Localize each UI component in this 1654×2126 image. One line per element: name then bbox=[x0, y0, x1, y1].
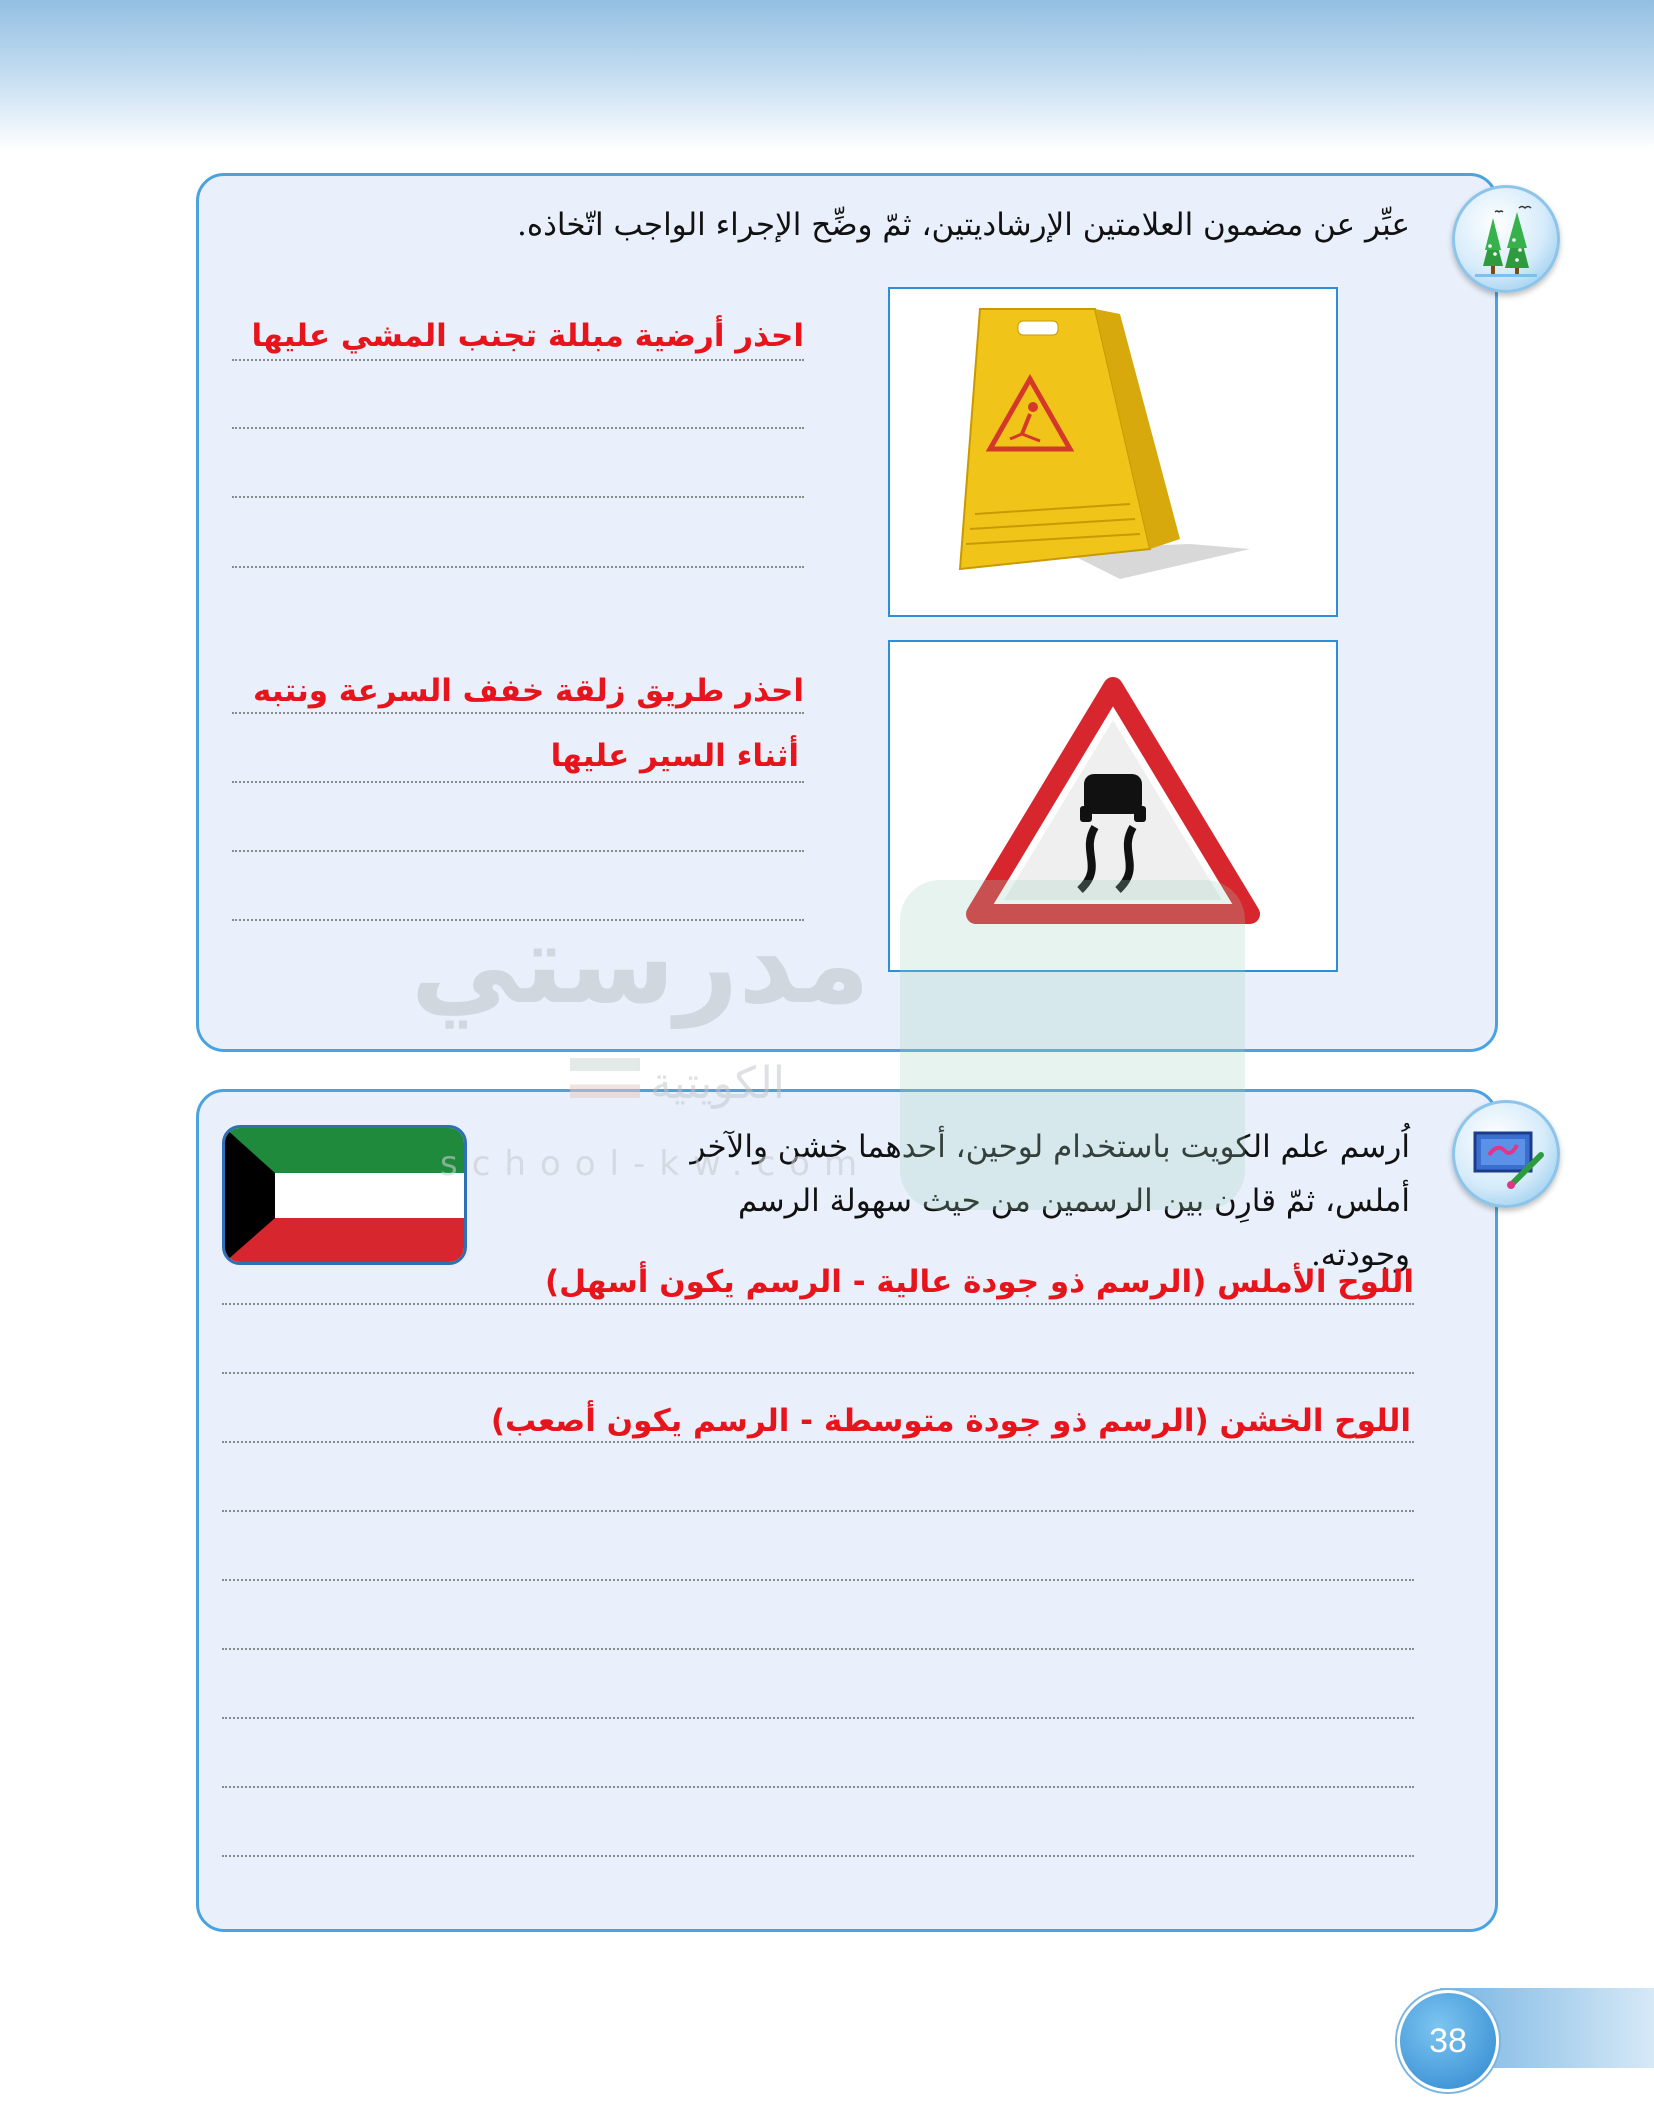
answer-line bbox=[232, 919, 804, 921]
header-band bbox=[0, 0, 1654, 150]
sign2-answer-line1: احذر طريق زلقة خفف السرعة ونتبه bbox=[252, 673, 804, 709]
answer-line bbox=[222, 1855, 1414, 1857]
answer-line bbox=[222, 1648, 1414, 1650]
answer-line bbox=[222, 1579, 1414, 1581]
answer-line bbox=[222, 1303, 1414, 1305]
answer-line bbox=[232, 781, 804, 783]
sign1-answer: احذر أرضية مبللة تجنب المشي عليها bbox=[251, 318, 804, 354]
easel-paintbrush-icon bbox=[1452, 1100, 1560, 1208]
trees-birds-icon bbox=[1452, 185, 1560, 293]
page-number: 38 bbox=[1397, 1990, 1499, 2092]
answer-smooth-board: اللوح الأملس (الرسم ذو جودة عالية - الرسم يكون أسهل) bbox=[545, 1264, 1414, 1300]
sign2-answer-line2: أثناء السير عليها bbox=[550, 738, 799, 774]
wet-floor-sign-image bbox=[888, 287, 1338, 617]
slippery-road-sign-image bbox=[888, 640, 1338, 972]
watermark-url: school-kw.com bbox=[440, 1144, 872, 1184]
watermark-subtitle: الكويتية bbox=[649, 1058, 785, 1109]
answer-rough-board: اللوح الخشن (الرسم ذو جودة متوسطة - الرسم يكون أصعب) bbox=[490, 1403, 1411, 1439]
answer-line bbox=[232, 496, 804, 498]
answer-line bbox=[222, 1786, 1414, 1788]
answer-line bbox=[232, 427, 804, 429]
answer-line bbox=[232, 712, 804, 714]
answer-line bbox=[222, 1510, 1414, 1512]
answer-line bbox=[222, 1441, 1414, 1443]
answer-line bbox=[232, 359, 804, 361]
answer-line bbox=[232, 850, 804, 852]
answer-line bbox=[232, 566, 804, 568]
watermark-name: مدرستي bbox=[410, 900, 870, 1028]
exercise1-instruction: عبِّر عن مضمون العلامتين الإرشاديتين، ثمّ وضِّح الإجراء الواجب اتّخاذه. bbox=[517, 207, 1410, 243]
answer-line bbox=[222, 1372, 1414, 1374]
answer-line bbox=[222, 1717, 1414, 1719]
exercise2-instruction: اُرسم علم الكويت باستخدام لوحين، أحدهما خشن والآخر أملس، ثمّ قارِن بين الرسمين من حيث سهولة الرسم وجودته. bbox=[690, 1129, 1410, 1273]
kuwait-flag-image bbox=[222, 1125, 467, 1265]
